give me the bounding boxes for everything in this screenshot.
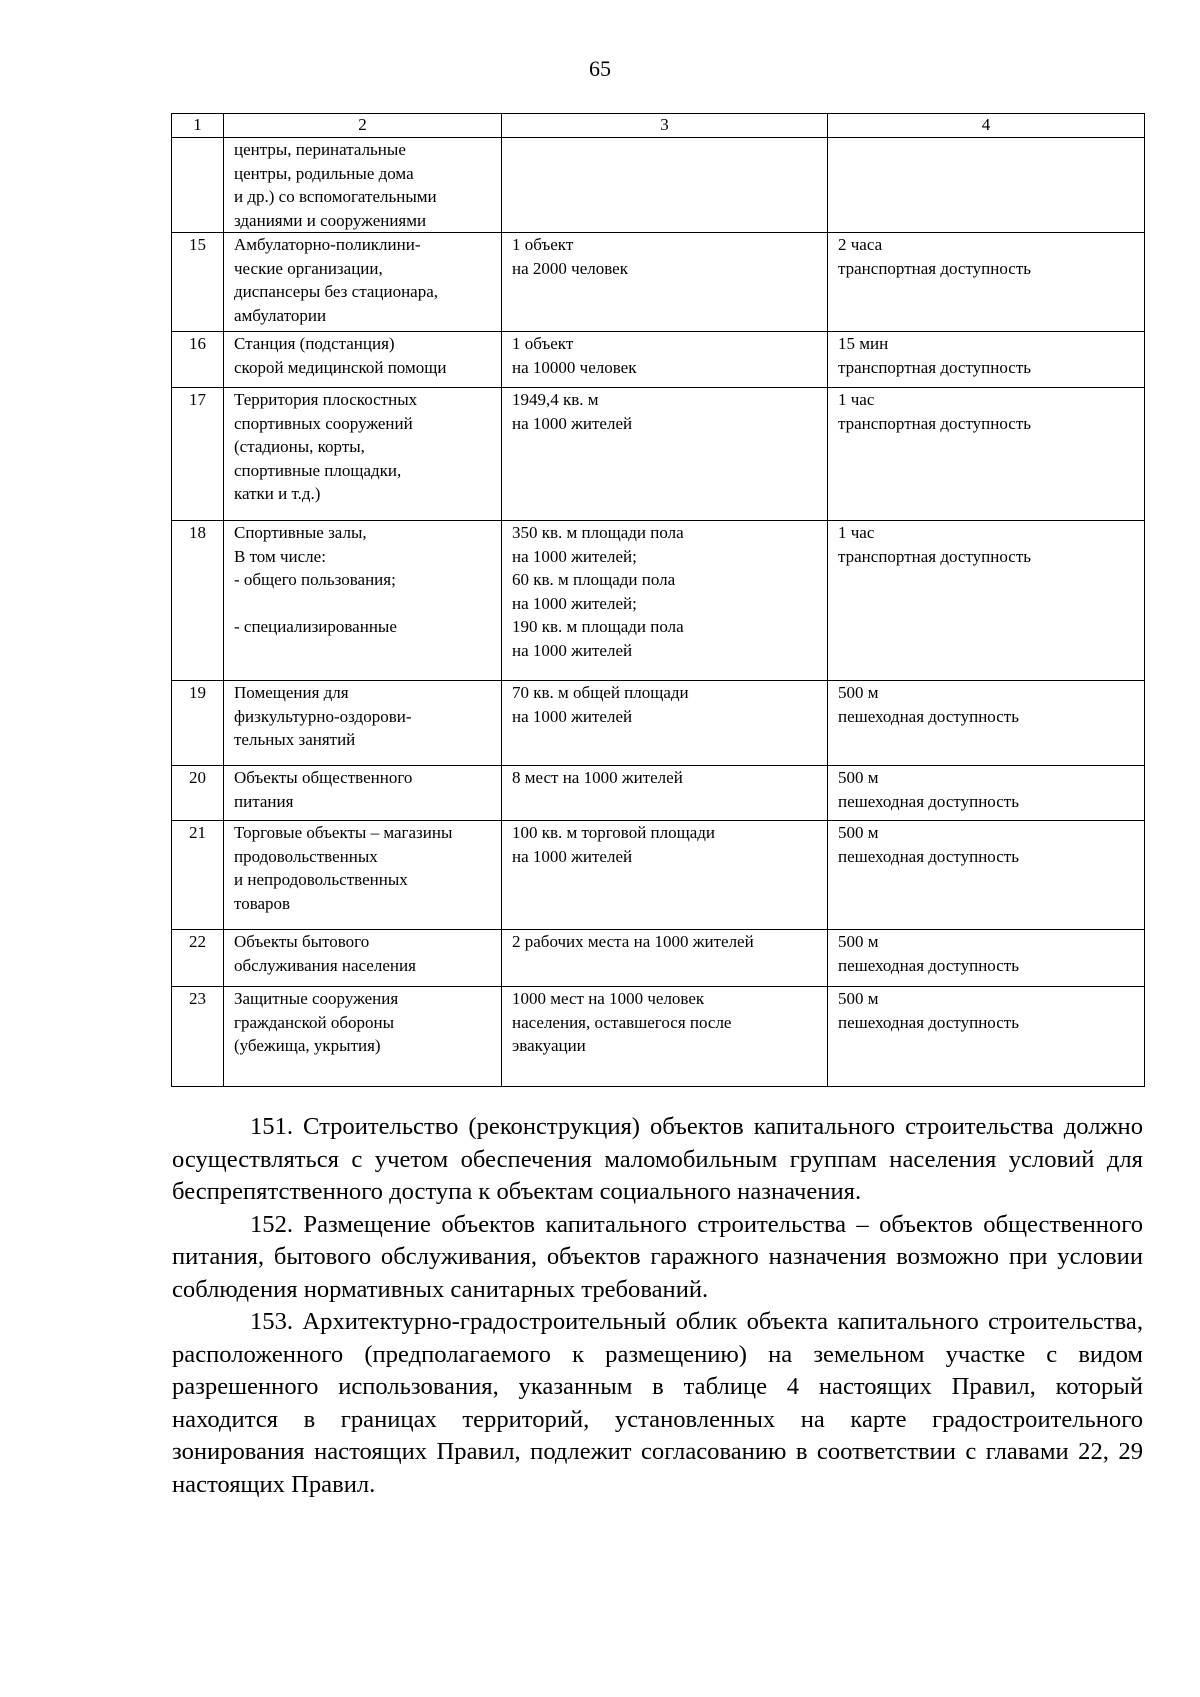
facility-norm: [502, 138, 828, 233]
facility-norm: 70 кв. м общей площади на 1000 жителей: [502, 681, 828, 766]
facility-norm: 1000 мест на 1000 человек населения, оставшегося после эвакуации: [502, 987, 828, 1087]
table-header-row: [172, 114, 1145, 138]
body-text: [172, 1111, 1143, 1501]
facility-accessibility: 1 час транспортная доступность: [828, 388, 1145, 521]
paragraph-152: 152. Размещение объектов капитального строительства – объектов общественного питания, бытового обслуживания, объектов гаражного назначения возможно при условии соблюдения нормативных санитарных требований.: [172, 1210, 1143, 1303]
row-number: 20: [172, 766, 224, 821]
table-row: [172, 332, 1145, 388]
row-number: 22: [172, 930, 224, 987]
standards-table: [171, 113, 1145, 1087]
facility-norm: 100 кв. м торговой площади на 1000 жителей: [502, 821, 828, 930]
facility-name: Объекты бытового обслуживания населения: [224, 930, 502, 987]
table-row: [172, 233, 1145, 332]
facility-accessibility: 2 часа транспортная доступность: [828, 233, 1145, 332]
facility-name: центры, перинатальные центры, родильные дома и др.) со вспомогательными зданиями и сооружениями: [224, 138, 502, 233]
row-number: 15: [172, 233, 224, 332]
facility-accessibility: 500 м пешеходная доступность: [828, 821, 1145, 930]
table-row: [172, 766, 1145, 821]
facility-name: Территория плоскостных спортивных сооружений (стадионы, корты, спортивные площадки, катки и т.д.): [224, 388, 502, 521]
row-number: 18: [172, 521, 224, 681]
facility-accessibility: 15 мин транспортная доступность: [828, 332, 1145, 388]
facility-accessibility: 1 час транспортная доступность: [828, 521, 1145, 681]
table-row: [172, 388, 1145, 521]
facility-norm: 8 мест на 1000 жителей: [502, 766, 828, 821]
table-row: [172, 521, 1145, 681]
row-number: 21: [172, 821, 224, 930]
table-row: [172, 987, 1145, 1087]
paragraph-151: 151. Строительство (реконструкция) объектов капитального строительства должно осуществляться с учетом обеспечения маломобильным группам населения условий для беспрепятственного доступа к объектам социального назначения.: [172, 1113, 1143, 1205]
table-row: [172, 681, 1145, 766]
facility-name: Объекты общественного питания: [224, 766, 502, 821]
facility-name: Торговые объекты – магазины продовольственных и непродовольственных товаров: [224, 821, 502, 930]
facility-norm: 1 объект на 10000 человек: [502, 332, 828, 388]
paragraph-153: 153. Архитектурно-градостроительный облик объекта капитального строительства, расположенного (предполагаемого к размещению) на земельном участке с видом разрешенного использования, указанным в таблице 4 настоящих Правил, который находится в границах территорий, установленных на карте градостроительного зонирования настоящих Правил, подлежит согласованию в соответствии с главами 22, 29 настоящих Правил.: [172, 1308, 1143, 1498]
facility-name: Станция (подстанция) скорой медицинской помощи: [224, 332, 502, 388]
facility-accessibility: 500 м пешеходная доступность: [828, 766, 1145, 821]
column-header-1: 1: [172, 114, 224, 138]
table-row: [172, 930, 1145, 987]
facility-name: Амбулаторно-поликлини- ческие организации, диспансеры без стационара, амбулатории: [224, 233, 502, 332]
table-row: [172, 821, 1145, 930]
page-number: 65: [589, 56, 611, 81]
column-header-4: 4: [828, 114, 1145, 138]
facility-name: Помещения для физкультурно-оздорови- тельных занятий: [224, 681, 502, 766]
column-header-2: 2: [224, 114, 502, 138]
row-number: 17: [172, 388, 224, 521]
row-number: 23: [172, 987, 224, 1087]
facility-norm: 1 объект на 2000 человек: [502, 233, 828, 332]
facility-norm: 1949,4 кв. м на 1000 жителей: [502, 388, 828, 521]
column-header-3: 3: [502, 114, 828, 138]
facility-accessibility: [828, 138, 1145, 233]
row-number: [172, 138, 224, 233]
facility-accessibility: 500 м пешеходная доступность: [828, 930, 1145, 987]
row-number: 16: [172, 332, 224, 388]
facility-accessibility: 500 м пешеходная доступность: [828, 987, 1145, 1087]
row-number: 19: [172, 681, 224, 766]
facility-name: Защитные сооружения гражданской обороны (убежища, укрытия): [224, 987, 502, 1087]
facility-accessibility: 500 м пешеходная доступность: [828, 681, 1145, 766]
facility-norm: 2 рабочих места на 1000 жителей: [502, 930, 828, 987]
facility-name: Спортивные залы, В том числе: - общего пользования; - специализированные: [224, 521, 502, 681]
table-row: [172, 138, 1145, 233]
facility-norm: 350 кв. м площади пола на 1000 жителей; 60 кв. м площади пола на 1000 жителей; 190 кв. м площади пола на 1000 жителей: [502, 521, 828, 681]
